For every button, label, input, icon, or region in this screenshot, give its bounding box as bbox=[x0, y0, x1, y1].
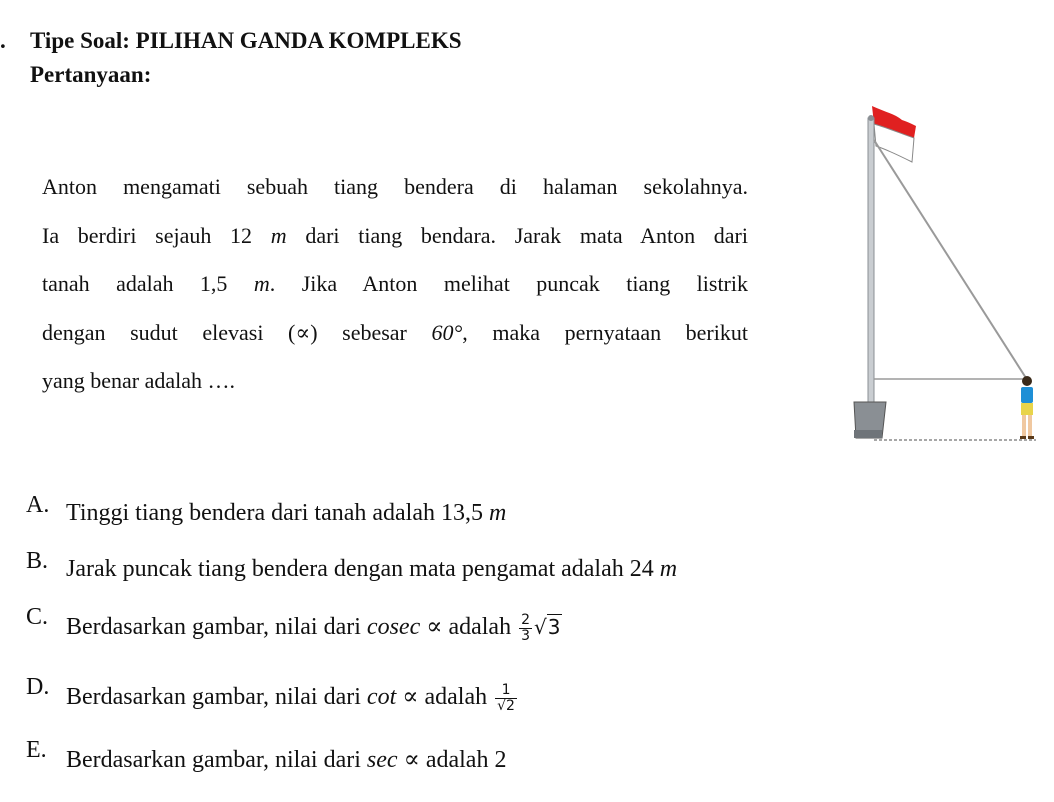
option-c-text: Berdasarkan gambar, nilai dari cosec ∝ adalah $\frac{2}{3}$ √3 bbox=[66, 611, 561, 644]
option-e-text: Berdasarkan gambar, nilai dari sec ∝ adalah 2 bbox=[66, 747, 507, 773]
question-text bbox=[42, 163, 748, 406]
option-b-letter: B. bbox=[26, 548, 49, 574]
question-line-3: tanah adalah 1,5 m. Jika Anton melihat puncak tiang listrik bbox=[42, 271, 748, 296]
flagpole bbox=[868, 118, 874, 403]
option-c-fraction: $\frac{2}{3}$ bbox=[521, 611, 531, 644]
question-line-2: Ia berdiri sejauh 12 m dari tiang bendara. Jarak mata Anton dari bbox=[42, 222, 748, 248]
question-bullet: . bbox=[0, 28, 6, 53]
flagpole-illustration bbox=[840, 100, 1054, 450]
option-e[interactable] bbox=[26, 737, 507, 774]
option-a[interactable] bbox=[26, 492, 507, 527]
option-c-letter: C. bbox=[26, 604, 49, 630]
question-label: Pertanyaan: bbox=[30, 62, 152, 87]
option-b-text: Jarak puncak tiang bendera dengan mata pengamat adalah 24 m bbox=[66, 556, 678, 582]
person-icon bbox=[1020, 376, 1034, 439]
option-d-text: Berdasarkan gambar, nilai dari cot ∝ adalah $\frac{1}{√2}$ bbox=[66, 681, 515, 714]
option-c[interactable] bbox=[26, 604, 562, 644]
sight-line bbox=[874, 140, 1026, 378]
option-a-letter: A. bbox=[26, 492, 50, 518]
option-d[interactable] bbox=[26, 674, 519, 714]
question-type-title: Tipe Soal: PILIHAN GANDA KOMPLEKS bbox=[30, 28, 462, 53]
option-d-fraction: $\frac{1}{√2}$ bbox=[497, 681, 515, 714]
question-line-5: yang benar adalah …. bbox=[42, 368, 236, 393]
option-d-letter: D. bbox=[26, 674, 50, 700]
question-line-4: dengan sudut elevasi (∝) sebesar 60°, maka pernyataan berikut bbox=[42, 319, 748, 345]
option-c-sqrt: √3 bbox=[534, 615, 561, 639]
question-line-1: Anton mengamati sebuah tiang bendera di halaman sekolahnya. bbox=[42, 174, 748, 199]
option-b[interactable] bbox=[26, 548, 678, 583]
option-a-text: Tinggi tiang bendera dari tanah adalah 13,5 m bbox=[66, 500, 507, 526]
option-e-letter: E. bbox=[26, 737, 47, 763]
